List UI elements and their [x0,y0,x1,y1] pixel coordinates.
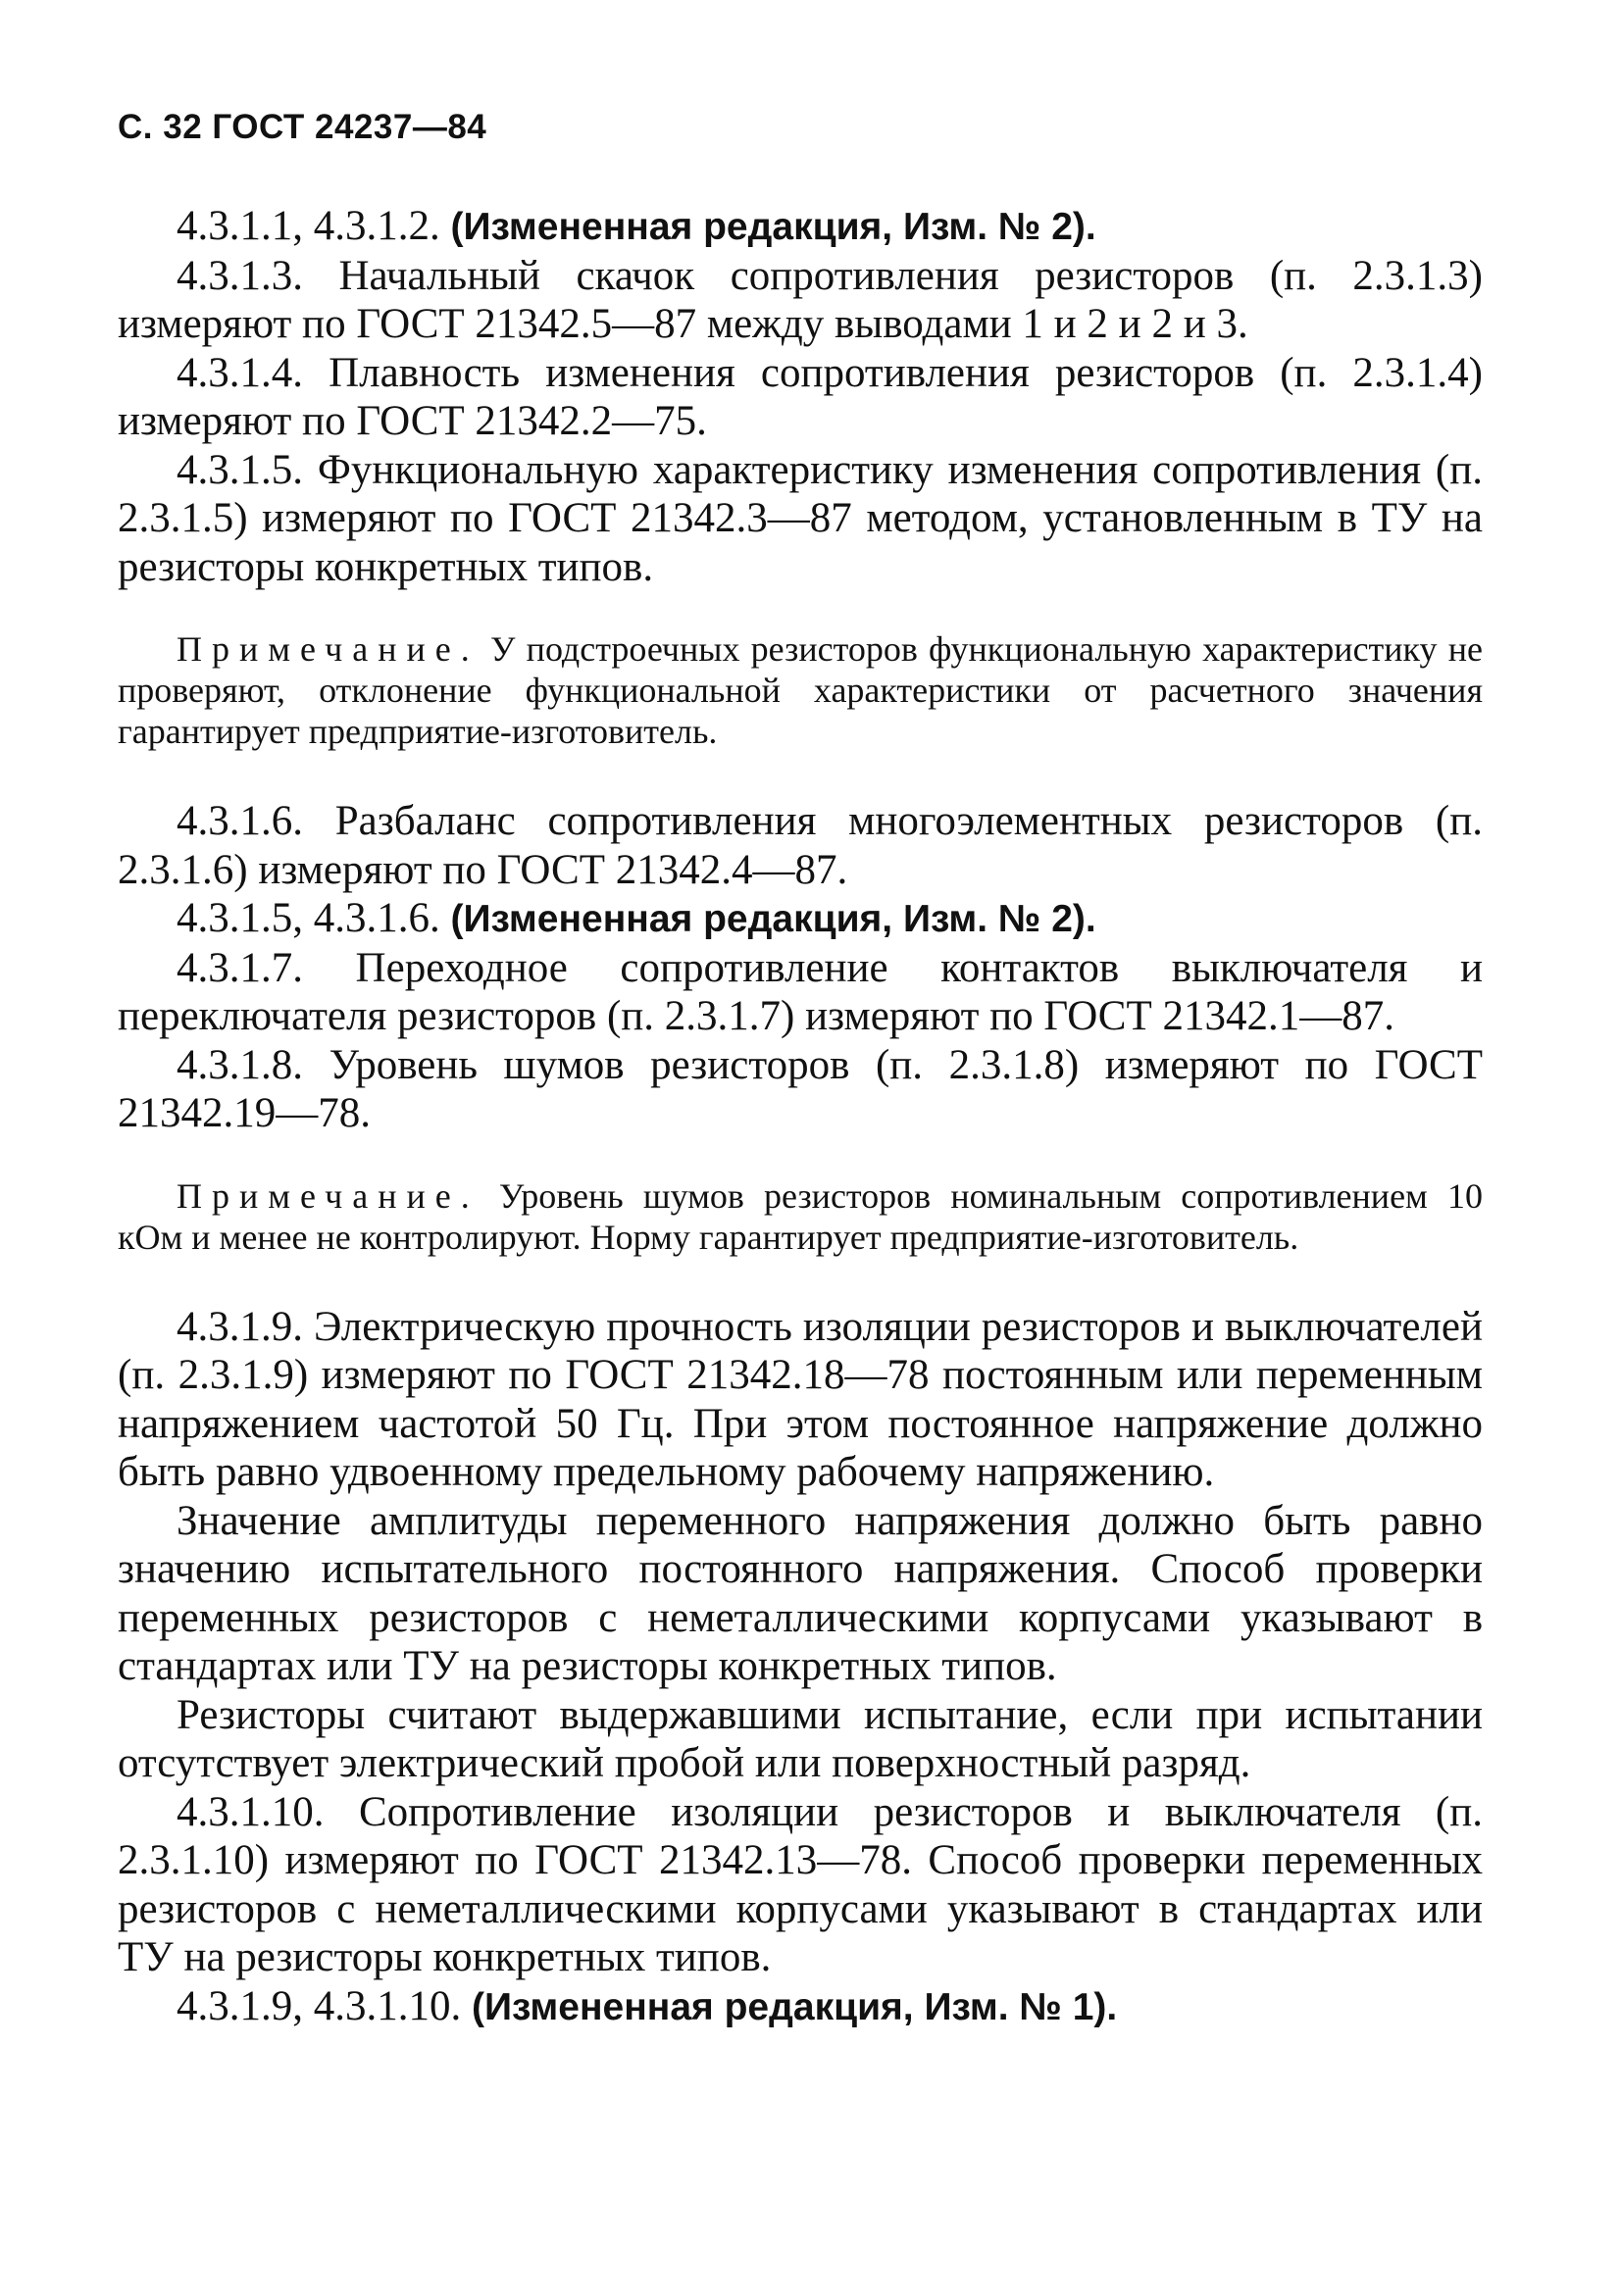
paragraph-4-3-1-1 [118,202,1483,252]
clause-number: 4.3.1.9, 4.3.1.10. [177,1982,462,2029]
revision-note: (Измененная редакция, Изм. № 2). [450,898,1096,940]
paragraph-4-3-1-4: 4.3.1.4. Плавность изменения сопротивления резисторов (п. 2.3.1.4) измеряют по ГОСТ 21342.2—75. [118,349,1483,444]
paragraph-test-pass: Резисторы считают выдержавшими испытание, если при испытании отсутствует электрический пробой или поверхностный разряд. [118,1691,1483,1786]
note-label: Примечание. [177,1175,480,1216]
paragraph-4-3-1-6: 4.3.1.6. Разбаланс сопротивления многоэлементных резисторов (п. 2.3.1.6) измеряют по ГОСТ 21342.4—87. [118,798,1483,893]
paragraph-4-3-1-10: 4.3.1.10. Сопротивление изоляции резисторов и выключателя (п. 2.3.1.10) измеряют по ГОСТ 21342.13—78. Способ проверки переменных резисторов с неметаллическими корпусами указывают в стандартах или ТУ на резисторы конкретных типов. [118,1788,1483,1980]
paragraph-4-3-1-5: 4.3.1.5. Функциональную характеристику изменения сопротивления (п. 2.3.1.5) измеряют по ГОСТ 21342.3—87 методом, установленным в ТУ на резисторы конкретных типов. [118,446,1483,590]
note-2 [118,1175,1483,1258]
paragraph-4-3-1-7: 4.3.1.7. Переходное сопротивление контактов выключателя и переключателя резисторов (п. 2.3.1.7) измеряют по ГОСТ 21342.1—87. [118,944,1483,1039]
clause-number: 4.3.1.5, 4.3.1.6. [177,895,440,941]
clause-number: 4.3.1.1, 4.3.1.2. [177,203,440,249]
paragraph-revision-2 [118,894,1483,944]
note-text: Уровень шумов резисторов номинальным сопротивлением 10 кОм и менее не контролируют. Норму гарантирует предприятие-изготовитель. [118,1175,1483,1257]
paragraph-4-3-1-9: 4.3.1.9. Электрическую прочность изоляции резисторов и выключателей (п. 2.3.1.9) измеряют по ГОСТ 21342.18—78 постоянным или переменным напряжением частотой 50 Гц. При этом постоянное напряжение должно быть равно удвоенному предельному рабочему напряжению. [118,1303,1483,1495]
note-1 [118,628,1483,752]
paragraph-amplitude: Значение амплитуды переменного напряжения должно быть равно значению испытательного постоянного напряжения. Способ проверки переменных резисторов с неметаллическими корпусами указывают в стандартах или ТУ на резисторы конкретных типов. [118,1497,1483,1689]
note-text: У подстроечных резисторов функциональную характеристику не проверяют, отклонение функциональной характеристики от расчетного значения гарантирует предприятие-изготовитель. [118,629,1483,751]
note-label: Примечание. [177,629,480,669]
page-header: С. 32 ГОСТ 24237—84 [118,108,487,146]
document-page [118,108,1483,2031]
revision-note: (Измененная редакция, Изм. № 1). [472,1985,1118,2028]
paragraph-4-3-1-3: 4.3.1.3. Начальный скачок сопротивления резисторов (п. 2.3.1.3) измеряют по ГОСТ 21342.5—87 между выводами 1 и 2 и 2 и 3. [118,252,1483,347]
paragraph-4-3-1-8: 4.3.1.8. Уровень шумов резисторов (п. 2.3.1.8) измеряют по ГОСТ 21342.19—78. [118,1041,1483,1136]
paragraph-revision-1 [118,1982,1483,2032]
revision-note: (Измененная редакция, Изм. № 2). [450,206,1096,248]
